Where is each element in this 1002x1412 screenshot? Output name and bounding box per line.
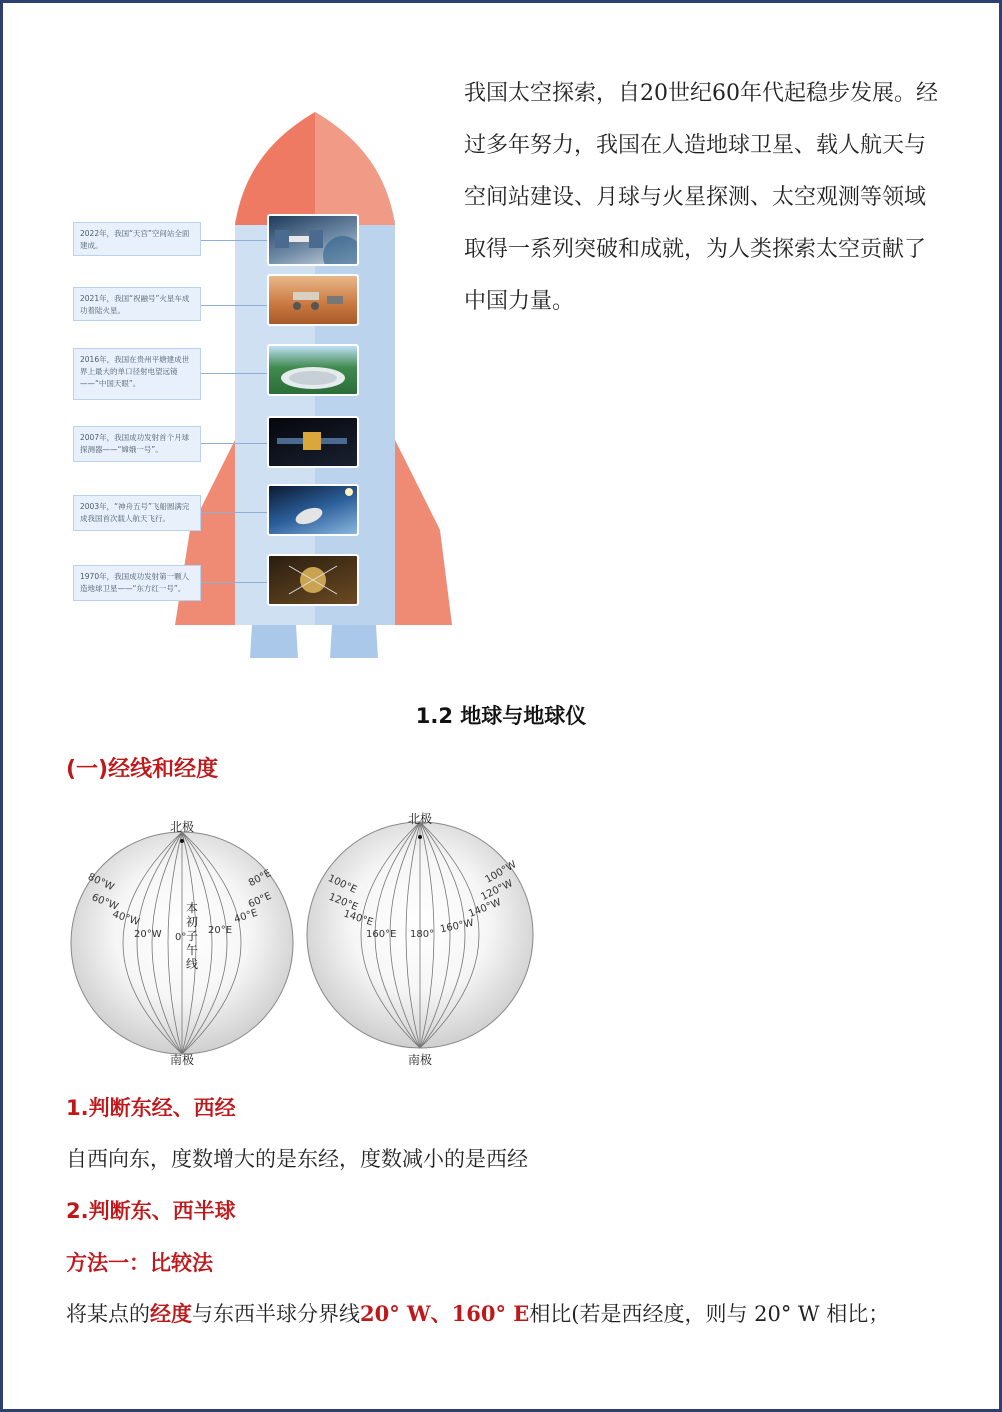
intro-paragraph: 我国太空探索，自20世纪60年代起稳步发展。经过多年努力，我国在人造地球卫星、载人航天与空间站建设、月球与火星探测、太空观测等领域取得一系列突破和成就，为人类探索太空贡献了中国力量。 [464,81,938,314]
lon-label: 0° [175,932,187,943]
rocket-infographic [60,100,460,670]
south-pole-label: 南极 [170,1053,195,1067]
nose-cone-shade [315,112,395,225]
north-pole-label: 北极 [408,812,433,826]
timeline-item-2007: 2007年，我国成功发射首个月球探测器——“嫦娥一号”。 [73,426,201,462]
lon-label: 20°W [134,929,162,940]
timeline-item-2003: 2003年，“神舟五号”飞船圆满完成我国首次载人航天飞行。 [73,495,201,531]
lon-label: 100°W [483,859,519,886]
timeline-connector [201,443,267,444]
timeline-connector [201,512,267,513]
globes-drawing [60,805,550,1075]
right-fin [395,440,452,625]
heading-method-one: 方法一：比较法 [66,1251,213,1275]
photo-space-station [267,214,359,266]
heading-east-west-longitude: 1.判断东经、西经 [66,1096,236,1120]
lon-label: 20°E [208,925,233,936]
lon-label: 180° [410,929,435,940]
text-segment: 与东西半球分界线 [192,1302,360,1326]
heading-hemispheres: 2.判断东、西半球 [66,1199,236,1223]
photo-dfh-1 [267,554,359,606]
lon-label: 60°W [89,892,120,913]
highlight-longitude: 经度 [150,1301,192,1326]
prime-meridian-label: 本初子午线 [186,901,199,971]
south-pole-label: 南极 [408,1053,433,1067]
photo-fast-telescope [267,344,359,396]
nozzle-right [330,625,378,658]
timeline-connector [201,240,267,241]
timeline-item-1970: 1970年，我国成功发射第一颗人造地球卫星——“东方红一号”。 [73,565,201,601]
paragraph-longitude-rule: 自西向东，度数增大的是东经，度数减小的是西经 [66,1147,528,1171]
lon-label: 40°E [232,907,260,926]
photo-change-1 [267,416,359,468]
timeline-item-2016: 2016年，我国在贵州平塘建成世界上最大的单口径射电望远镜——“中国天眼”。 [73,348,201,400]
lon-label: 160°E [366,929,397,940]
lon-label: 80°W [85,871,116,894]
section-subtitle: (一)经线和经度 [66,757,219,782]
photo-mars-rover [267,274,359,326]
lon-label: 60°E [246,890,274,911]
timeline-connector [201,582,267,583]
text-segment: 将某点的 [66,1302,150,1326]
text-segment: 相比(若是西经度，则与 20° W 相比； [529,1302,890,1326]
lon-label: 100°E [326,873,359,896]
timeline-item-2022: 2022年，我国“天宫”空间站全面建成。 [73,222,201,256]
lon-label: 140°W [467,897,503,920]
lon-label: 80°E [246,867,274,890]
paragraph-compare-method [66,1298,889,1328]
north-pole-label: 北极 [170,820,195,834]
section-title: 1.2 地球与地球仪 [415,704,587,728]
timeline-connector [201,373,267,374]
photo-shenzhou-5 [267,484,359,536]
timeline-item-2021: 2021年，我国“祝融号”火星车成功着陆火星。 [73,287,201,321]
nozzle-left [250,625,298,658]
globe-left [71,832,293,1054]
lon-label: 160°W [439,917,475,936]
lon-label: 40°W [110,909,141,928]
lon-label: 120°E [327,891,360,914]
highlight-boundary: 20° W、160° E [360,1301,530,1326]
globes-figure [60,805,550,1075]
timeline-connector [201,305,267,306]
lon-label: 120°W [479,878,515,903]
lon-label: 140°E [342,908,375,929]
